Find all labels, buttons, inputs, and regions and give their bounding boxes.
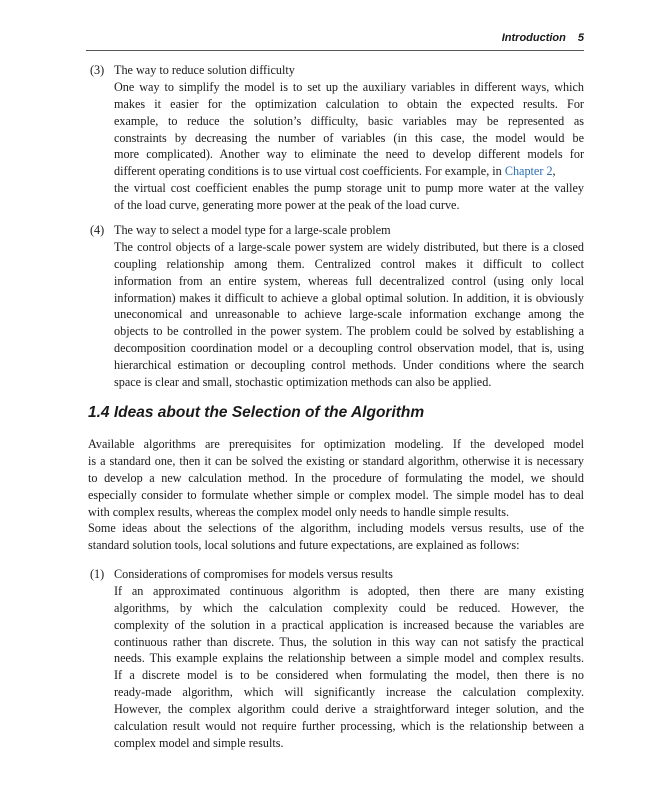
text-line: complexity of the solution in a practical application is increased because the variables are bbox=[114, 617, 584, 632]
text-line: standard solution tools, local solutions and future expectations, are explained as follows: bbox=[88, 538, 520, 553]
text-line: complex model and simple results. bbox=[114, 735, 284, 750]
text-line: One way to simplify the model is to set up the auxiliary variables in different ways, which bbox=[114, 79, 584, 94]
text-line: makes it easier for the optimization calculation to obtain the expected results. For bbox=[114, 96, 584, 111]
text-line: decomposition coordination model or a decoupling control observation model, that is, using bbox=[114, 341, 584, 356]
item-title: The way to select a model type for a large-scale problem bbox=[114, 223, 391, 237]
text-line: Available algorithms are prerequisites for optimization modeling. If the developed model bbox=[88, 437, 584, 451]
text-line: information) makes it difficult to achieve a global optimal solution. In addition, it is obviously bbox=[114, 290, 584, 305]
text-line: needs. This example explains the relationship between a simple model and complex results. bbox=[114, 651, 584, 666]
text-fragment: , bbox=[552, 164, 556, 179]
text-line: hierarchical estimation or decoupling control methods. Under conditions where the search bbox=[114, 358, 584, 373]
text-line: especially consider to formulate whether simple or complex model. The simple model has to deal bbox=[88, 487, 584, 502]
item-number: (4) bbox=[90, 223, 105, 237]
text-line: However, the complex algorithm could derive a straightforward integer solution, and the bbox=[114, 702, 584, 717]
text-line: example, to reduce the solution’s difficulty, basic variables may be represented as bbox=[114, 113, 584, 128]
item-body bbox=[114, 222, 584, 391]
text-line: with complex results, whereas the complex model only needs to handle simple results. bbox=[88, 504, 510, 519]
text-line: coupling relationship among them. Centralized control makes it difficult to collect bbox=[114, 256, 584, 271]
text-line: is a standard one, then it can be solved the existing or standard algorithm, otherwise it is necessary bbox=[88, 453, 584, 468]
text-line: algorithms, by which the calculation complexity could be reduced. However, the bbox=[114, 600, 584, 615]
chapter-link[interactable]: Chapter 2 bbox=[504, 164, 553, 179]
text-line: objects to be controlled in the power system. The problem could be solved by establishing a bbox=[114, 324, 584, 339]
item-title: The way to reduce solution difficulty bbox=[114, 63, 295, 77]
text-fragment: different operating conditions is to use virtual cost coefficients. For example, in bbox=[114, 164, 502, 179]
text-line: The control objects of a large-scale power system are widely distributed, but there is a closed bbox=[114, 239, 584, 254]
text-line: information from an entire system, whereas full decentralized control (using only local bbox=[114, 273, 584, 288]
running-header bbox=[86, 32, 584, 51]
text-line bbox=[114, 163, 584, 180]
item-title: Considerations of compromises for models versus results bbox=[114, 567, 393, 581]
item-number: (1) bbox=[90, 567, 105, 581]
text-line: calculation result would not require further processing, which is the relationship between a bbox=[114, 719, 584, 734]
intro-paragraph bbox=[88, 436, 584, 554]
text-line: space is clear and small, stochastic optimization methods can also be applied. bbox=[114, 375, 492, 390]
item-body bbox=[114, 62, 584, 214]
page-number: 5 bbox=[577, 32, 584, 44]
text-line: If an approximated continuous algorithm is adopted, then there are many existing bbox=[114, 583, 584, 598]
item-body bbox=[114, 566, 584, 752]
text-line: uneconomical and unreasonable to achieve large-scale information exchange among the bbox=[114, 307, 584, 322]
text-line: Some ideas about the selections of the algorithm, including models versus results, use of the bbox=[88, 521, 584, 536]
text-line: ready-made algorithm, which will significantly increase the calculation complexity. bbox=[114, 685, 584, 700]
text-line: to develop a new calculation method. In the procedure of formulating the model, we should bbox=[88, 470, 584, 485]
header-section: Introduction bbox=[501, 32, 566, 44]
item-number: (3) bbox=[90, 63, 105, 77]
text-line: the virtual cost coefficient enables the pump storage unit to pump more water at the valley bbox=[114, 181, 584, 196]
header-text bbox=[502, 32, 584, 44]
text-line: of the load curve, generating more power at the peak of the load curve. bbox=[114, 198, 460, 213]
text-line: more complicated). Another way to eliminate the need to develop different models for bbox=[114, 147, 584, 162]
text-line: constraints by decreasing the number of variables (in this case, the model would be bbox=[114, 130, 584, 145]
text-line: continuous rather than discrete. Thus, the solution in this way can not satisfy the practical bbox=[114, 634, 584, 649]
text-line: If a discrete model is to be considered when formulating the model, then there is no bbox=[114, 668, 584, 683]
section-heading: 1.4 Ideas about the Selection of the Algorithm bbox=[88, 404, 425, 421]
